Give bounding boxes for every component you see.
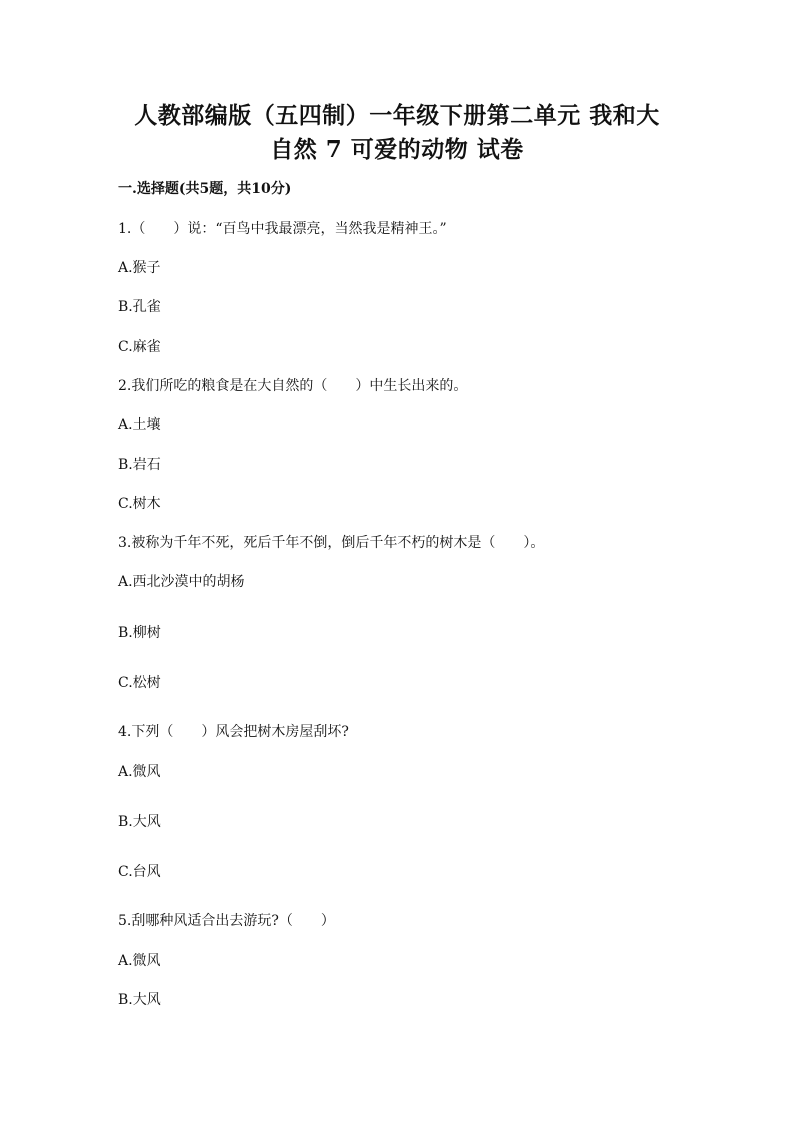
question-2-option-b: B.岩石 <box>118 457 161 473</box>
document-title-line-1: 人教部编版（五四制）一年级下册第二单元 我和大 <box>134 102 660 129</box>
question-5-stem: 5.刮哪种风适合出去游玩?（ ） <box>118 913 335 929</box>
question-3-option-a: A.西北沙漠中的胡杨 <box>118 574 245 590</box>
question-4-option-c: C.台风 <box>118 864 161 880</box>
question-4-option-a: A.微风 <box>118 764 161 780</box>
question-1-stem: 1.（ ）说：“百鸟中我最漂亮，当然我是精神王。” <box>118 221 447 237</box>
section-heading: 一.选择题(共5题，共10分) <box>118 181 292 197</box>
question-3-option-c: C.松树 <box>118 675 161 691</box>
question-5-option-b: B.大风 <box>118 992 161 1008</box>
question-2-stem: 2.我们所吃的粮食是在大自然的（ ）中生长出来的。 <box>118 378 468 394</box>
question-2-option-a: A.土壤 <box>118 417 161 433</box>
question-2-option-c: C.树木 <box>118 496 161 512</box>
question-4-option-b: B.大风 <box>118 814 161 830</box>
document-title-line-2: 自然 7 可爱的动物 试卷 <box>270 136 524 163</box>
question-3-stem: 3.被称为千年不死，死后千年不倒，倒后千年不朽的树木是（ ）。 <box>118 535 545 551</box>
question-1-option-c: C.麻雀 <box>118 339 161 355</box>
question-3-option-b: B.柳树 <box>118 625 161 641</box>
question-1-option-a: A.猴子 <box>118 260 161 276</box>
question-4-stem: 4.下列（ ）风会把树木房屋刮坏? <box>118 724 349 740</box>
question-1-option-b: B.孔雀 <box>118 299 161 315</box>
question-5-option-a: A.微风 <box>118 953 161 969</box>
